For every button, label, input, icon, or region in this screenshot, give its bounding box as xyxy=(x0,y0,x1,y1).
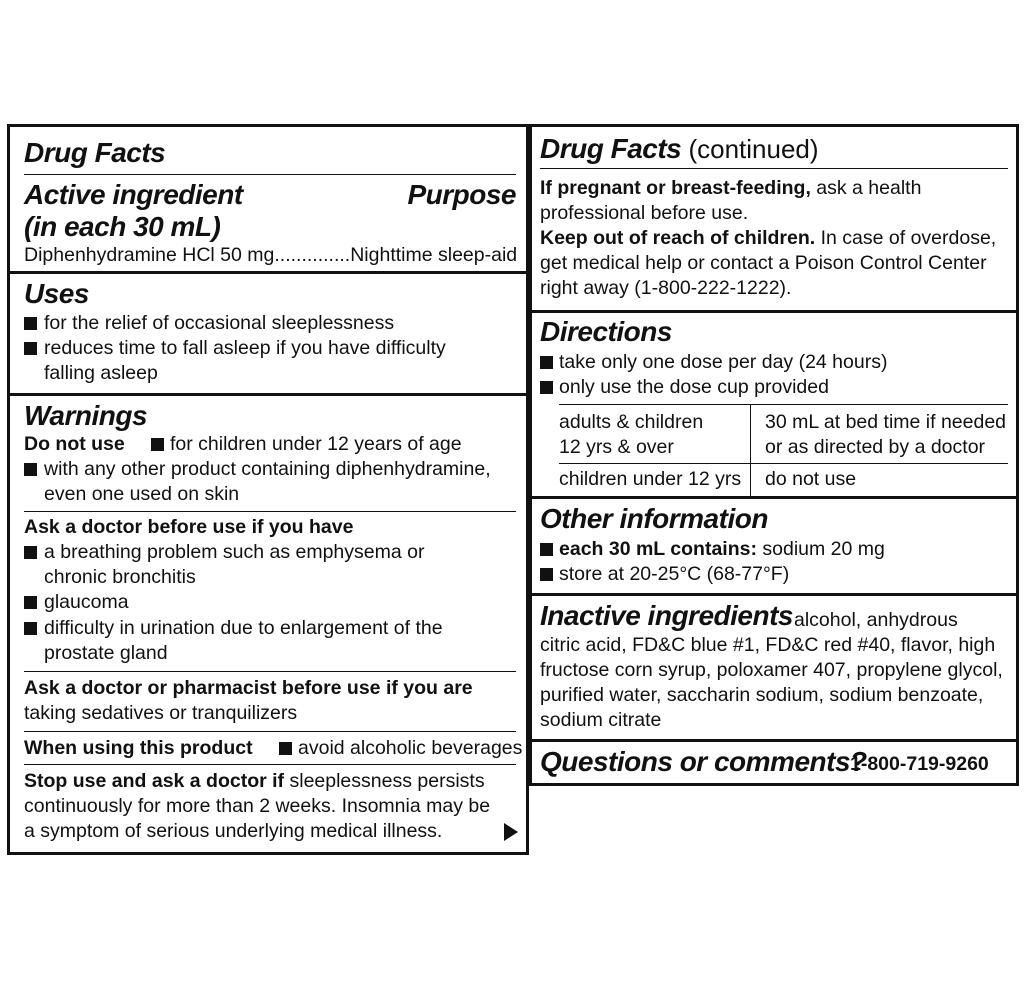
when-using-label: When using this product xyxy=(24,737,253,759)
bullet-icon xyxy=(540,568,553,581)
table-rule xyxy=(559,404,1008,405)
other-information-heading: Other information xyxy=(540,503,768,534)
stop-use-label: Stop use and ask a doctor if xyxy=(24,770,285,792)
bullet-icon xyxy=(540,356,553,369)
inactive-ingredients-text: sodium citrate xyxy=(540,709,662,731)
dosage-who: adults & children xyxy=(559,411,704,433)
keep-out-line3: right away (1-800-222-1222). xyxy=(540,277,792,299)
table-column-divider xyxy=(750,404,751,496)
warnings-section xyxy=(10,393,526,855)
questions-heading: Questions or comments? xyxy=(540,746,867,777)
continued-arrow-icon xyxy=(504,823,518,841)
drug-facts-left-panel xyxy=(7,124,529,855)
dosage-amount: 30 mL at bed time if needed xyxy=(765,411,1007,433)
uses-section xyxy=(10,271,526,397)
bullet-icon xyxy=(24,342,37,355)
ask-pharmacist-heading: Ask a doctor or pharmacist before use if you are xyxy=(24,677,473,699)
inactive-ingredients-text: citric acid, FD&C blue #1, FD&C red #40, flavor, high xyxy=(540,634,996,656)
ask-doctor-heading: Ask a doctor before use if you have xyxy=(24,516,354,538)
keep-out-line1 xyxy=(540,226,996,251)
keep-out-label: Keep out of reach of children. xyxy=(540,227,816,249)
bullet-icon xyxy=(279,742,292,755)
do-not-use-item: for children under 12 years of age xyxy=(170,433,462,455)
drug-facts-continued-title xyxy=(540,133,819,165)
bullet-icon xyxy=(540,543,553,556)
stop-use-line2: continuously for more than 2 weeks. Insomnia may be xyxy=(24,795,491,817)
inactive-ingredients-heading: Inactive ingredients xyxy=(540,600,793,631)
dosage-who: children under 12 yrs xyxy=(559,468,742,490)
stop-use-text: sleeplessness persists xyxy=(284,770,485,792)
questions-phone: 1-800-719-9260 xyxy=(850,753,989,775)
inactive-ingredients-text: alcohol, anhydrous xyxy=(794,609,958,631)
pregnant-line1 xyxy=(540,176,921,201)
bullet-icon xyxy=(24,463,37,476)
bullet-icon xyxy=(540,381,553,394)
title-rule xyxy=(24,174,516,175)
inactive-ingredients-section xyxy=(532,593,1016,742)
stop-use-line3: a symptom of serious underlying medical illness. xyxy=(24,820,443,842)
uses-item-continued: falling asleep xyxy=(44,362,158,384)
active-ingredient-row: Diphenhydramine HCl 50 mg..............Nighttime sleep-aid xyxy=(24,244,518,266)
pregnant-line2: professional before use. xyxy=(540,202,749,224)
drug-facts-title: Drug Facts xyxy=(540,133,682,164)
do-not-use-item-continued: even one used on skin xyxy=(44,483,240,505)
dosage-amount: do not use xyxy=(765,468,857,490)
inactive-ingredients-text: fructose corn syrup, poloxamer 407, propylene glycol, xyxy=(540,659,1003,681)
questions-section xyxy=(532,739,1016,786)
dosage-amount: or as directed by a doctor xyxy=(765,436,986,458)
warnings-heading: Warnings xyxy=(24,400,148,431)
uses-item: for the relief of occasional sleeplessness xyxy=(44,312,395,334)
uses-item: reduces time to fall asleep if you have difficulty xyxy=(44,337,446,359)
do-not-use-item: with any other product containing diphenhydramine, xyxy=(44,458,491,480)
other-info-text: sodium 20 mg xyxy=(756,538,885,560)
purpose-heading: Purpose xyxy=(407,179,516,210)
pregnant-label: If pregnant or breast-feeding, xyxy=(540,177,811,199)
drug-facts-right-panel xyxy=(529,124,1019,786)
bullet-icon xyxy=(24,622,37,635)
other-info-label: each 30 mL contains: xyxy=(559,538,757,560)
directions-item: take only one dose per day (24 hours) xyxy=(559,351,888,373)
other-info-item xyxy=(559,537,885,562)
ask-doctor-item: glaucoma xyxy=(44,591,129,613)
bullet-icon xyxy=(24,596,37,609)
directions-section xyxy=(532,310,1016,498)
divider xyxy=(24,671,516,672)
pregnant-text: ask a health xyxy=(810,177,922,199)
divider xyxy=(24,511,516,512)
ask-doctor-item-continued: chronic bronchitis xyxy=(44,566,196,588)
ask-doctor-item: difficulty in urination due to enlargement of the xyxy=(44,617,443,639)
bullet-icon xyxy=(151,438,164,451)
other-info-item: store at 20-25°C (68-77°F) xyxy=(559,563,790,585)
stop-use-line1 xyxy=(24,769,485,794)
table-rule xyxy=(559,463,1008,464)
other-information-section xyxy=(532,496,1016,595)
ask-pharmacist-text: taking sedatives or tranquilizers xyxy=(24,702,298,724)
directions-item: only use the dose cup provided xyxy=(559,376,829,398)
bullet-icon xyxy=(24,317,37,330)
keep-out-line2: get medical help or contact a Poison Control Center xyxy=(540,252,987,274)
divider xyxy=(24,764,516,765)
when-using-item: avoid alcoholic beverages xyxy=(298,737,523,759)
drug-facts-title: Drug Facts xyxy=(24,137,166,168)
do-not-use-label: Do not use xyxy=(24,433,125,455)
uses-heading: Uses xyxy=(24,278,89,309)
active-ingredient-heading: Active ingredient xyxy=(24,179,243,210)
divider xyxy=(24,731,516,732)
ask-doctor-item-continued: prostate gland xyxy=(44,642,168,664)
ask-doctor-item: a breathing problem such as emphysema or xyxy=(44,541,425,563)
bullet-icon xyxy=(24,546,37,559)
continued-label: (continued) xyxy=(681,134,819,164)
directions-heading: Directions xyxy=(540,316,672,347)
active-ingredient-subheading: (in each 30 mL) xyxy=(24,211,221,242)
inactive-ingredients-text: purified water, saccharin sodium, sodium benzoate, xyxy=(540,684,984,706)
keep-out-text: In case of overdose, xyxy=(815,227,997,249)
title-rule xyxy=(540,168,1008,169)
dosage-who: 12 yrs & over xyxy=(559,436,674,458)
